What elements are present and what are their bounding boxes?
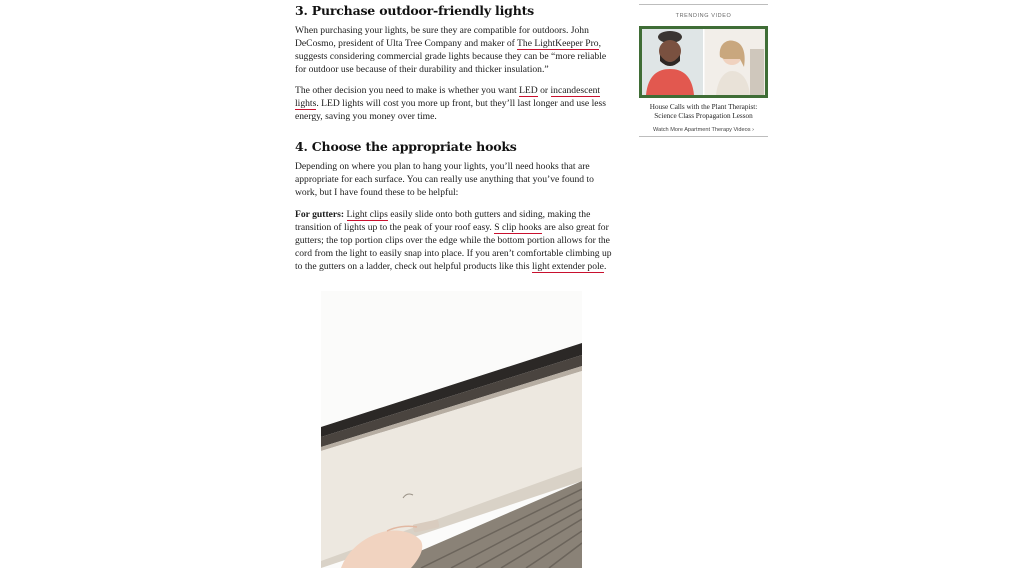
text-run: or	[537, 85, 551, 96]
trending-video-label: TRENDING VIDEO	[675, 13, 732, 19]
link-incandescent-lights[interactable]: incandescent lights	[295, 85, 601, 109]
sidebar-divider	[639, 4, 768, 5]
text-run: are also great for gutters; the top portion clips over the edge while the bottom portion allows for the cord from the light to easily snap into place. If you aren’t comfortable climbing up to the gutters on a ladder, check out helpful products like this	[295, 222, 612, 272]
watch-more-label: Watch More Apartment Therapy Videos	[653, 127, 751, 133]
paragraph-for-gutters	[295, 208, 613, 273]
link-lightkeeper-pro[interactable]: The LightKeeper Pro	[517, 38, 599, 49]
text-run: The other decision you need to make is whether you want	[295, 85, 520, 96]
video-people-illustration	[642, 29, 765, 95]
article-photo-gutter	[321, 291, 582, 568]
paragraph-led-decision	[295, 84, 613, 123]
video-title[interactable]: House Calls with the Plant Therapist: Science Class Propagation Lesson	[649, 103, 758, 120]
paragraph-hooks-intro: Depending on where you plan to hang your lights, you’ll need hooks that are appropriate for each surface. You can really use anything that you’ve found to work, but I have found these to be helpful:	[295, 161, 594, 198]
video-frame	[642, 29, 765, 95]
text-run: When purchasing your lights, be sure they are compatible for outdoors. John DeCosmo, president of Ulta Tree Company and maker of	[295, 25, 589, 49]
text-run: .	[603, 261, 607, 272]
link-s-clip-hooks[interactable]: S clip hooks	[494, 222, 542, 233]
video-player-thumbnail[interactable]	[639, 26, 768, 98]
section-heading-hooks: 4. Choose the appropriate hooks	[295, 139, 517, 154]
paragraph-purchase-lights	[295, 24, 613, 76]
text-run: easily slide onto both gutters and siding, making the transition of lights up to the peak of your roof easy.	[295, 209, 591, 233]
gutter-photo-illustration	[321, 291, 582, 568]
sidebar-trending-video	[639, 4, 768, 137]
link-light-clips[interactable]: Light clips	[346, 209, 388, 220]
gutters-label: For gutters:	[295, 209, 345, 220]
link-light-extender-pole[interactable]: light extender pole	[532, 261, 604, 272]
chevron-right-icon: ›	[752, 127, 754, 133]
section-heading-purchase-lights: 3. Purchase outdoor-friendly lights	[295, 3, 534, 18]
text-run: , suggests considering commercial grade lights because they can be “more reliable for outdoor use because of their durability and thicker insulation.”	[295, 38, 607, 75]
watch-more-link[interactable]	[639, 127, 768, 137]
text-run: . LED lights will cost you more up front, but they’ll last longer and use less energy, saving you money over time.	[295, 98, 606, 122]
link-led[interactable]: LED	[519, 85, 538, 96]
